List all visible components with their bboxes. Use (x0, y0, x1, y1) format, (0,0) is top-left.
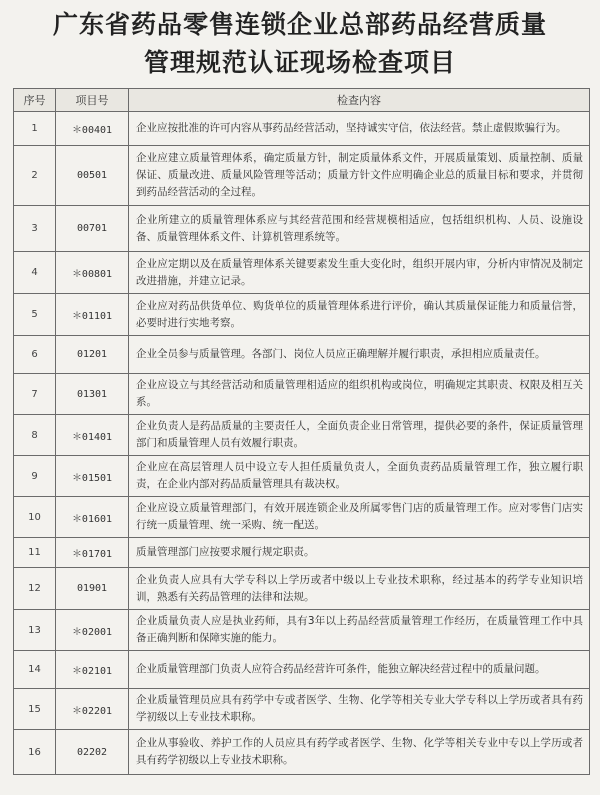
table-row (14, 568, 590, 610)
row-content: 企业应设立与其经营活动和质量管理相适应的组织机构或岗位，明确规定其职责、权限及相互关系。 (129, 374, 590, 415)
table-row (14, 206, 590, 252)
table-row (14, 146, 590, 206)
table-row (14, 689, 590, 730)
row-seq: 6 (14, 336, 56, 374)
row-seq: 12 (14, 568, 56, 610)
row-seq: 2 (14, 146, 56, 206)
row-code: 02202 (56, 730, 129, 775)
row-code: 00501 (56, 146, 129, 206)
row-content: 企业负责人应具有大学专科以上学历或者中级以上专业技术职称，经过基本的药学专业知识培训，熟悉有关药品管理的法律和法规。 (129, 568, 590, 610)
row-content: 企业应建立质量管理体系，确定质量方针，制定质量体系文件，开展质量策划、质量控制、质量保证、质量改进、质量风险管理等活动；质量方针文件应明确企业总的质量目标和要求，并贯彻到药品经营活动的全过程。 (129, 146, 590, 206)
table-row (14, 610, 590, 651)
row-code: ＊00401 (56, 112, 129, 146)
row-content: 企业应在高层管理人员中设立专人担任质量负责人，全面负责药品质量管理工作，独立履行职责，在企业内部对药品质量管理具有裁决权。 (129, 456, 590, 497)
row-content: 企业应定期以及在质量管理体系关键要素发生重大变化时，组织开展内审，分析内审情况及制定改进措施，并建立记录。 (129, 252, 590, 294)
row-seq: 14 (14, 651, 56, 689)
row-seq: 3 (14, 206, 56, 252)
row-content: 企业应按批准的许可内容从事药品经营活动，坚持诚实守信，依法经营。禁止虚假欺骗行为。 (129, 112, 590, 146)
row-seq: 4 (14, 252, 56, 294)
table-row (14, 415, 590, 456)
table-row (14, 730, 590, 775)
header-code: 项目号 (56, 89, 129, 112)
table-body (14, 112, 590, 775)
row-seq: 8 (14, 415, 56, 456)
row-code: ＊01501 (56, 456, 129, 497)
row-code: ＊01701 (56, 538, 129, 568)
row-seq: 11 (14, 538, 56, 568)
row-code: ＊00801 (56, 252, 129, 294)
row-code: ＊01101 (56, 294, 129, 336)
row-code: ＊01601 (56, 497, 129, 538)
row-code: 00701 (56, 206, 129, 252)
row-seq: 10 (14, 497, 56, 538)
row-seq: 16 (14, 730, 56, 775)
row-content: 企业应设立质量管理部门，有效开展连锁企业及所属零售门店的质量管理工作。应对零售门店实行统一质量管理、统一采购、统一配送。 (129, 497, 590, 538)
table-header-row (14, 89, 590, 112)
row-seq: 7 (14, 374, 56, 415)
title-line-2: 管理规范认证现场检查项目 (143, 48, 456, 77)
row-seq: 13 (14, 610, 56, 651)
row-content: 企业应对药品供货单位、购货单位的质量管理体系进行评价，确认其质量保证能力和质量信誉，必要时进行实地考察。 (129, 294, 590, 336)
header-content: 检查内容 (129, 89, 590, 112)
row-seq: 9 (14, 456, 56, 497)
row-code: ＊01401 (56, 415, 129, 456)
row-content: 企业全员参与质量管理。各部门、岗位人员应正确理解并履行职责，承担相应质量责任。 (129, 336, 590, 374)
row-content: 企业所建立的质量管理体系应与其经营范围和经营规模相适应，包括组织机构、人员、设施设备、质量管理体系文件、计算机管理系统等。 (129, 206, 590, 252)
row-content: 企业质量管理员应具有药学中专或者医学、生物、化学等相关专业大学专科以上学历或者具有药学初级以上专业技术职称。 (129, 689, 590, 730)
row-content: 质量管理部门应按要求履行规定职责。 (129, 538, 590, 568)
table-row (14, 456, 590, 497)
row-code: 01201 (56, 336, 129, 374)
row-content: 企业负责人是药品质量的主要责任人，全面负责企业日常管理，提供必要的条件，保证质量管理部门和质量管理人员有效履行职责。 (129, 415, 590, 456)
inspection-items-table (13, 88, 590, 775)
page-title (0, 6, 600, 82)
row-code: 01901 (56, 568, 129, 610)
row-seq: 5 (14, 294, 56, 336)
table-row (14, 374, 590, 415)
table-row (14, 112, 590, 146)
row-code: ＊02101 (56, 651, 129, 689)
row-content: 企业质量负责人应是执业药师，具有3年以上药品经营质量管理工作经历，在质量管理工作中具备正确判断和保障实施的能力。 (129, 610, 590, 651)
row-content: 企业质量管理部门负责人应符合药品经营许可条件，能独立解决经营过程中的质量问题。 (129, 651, 590, 689)
table-row (14, 294, 590, 336)
row-seq: 1 (14, 112, 56, 146)
table-row (14, 252, 590, 294)
header-seq: 序号 (14, 89, 56, 112)
table-row (14, 538, 590, 568)
row-content: 企业从事验收、养护工作的人员应具有药学或者医学、生物、化学等相关专业中专以上学历或者具有药学初级以上专业技术职称。 (129, 730, 590, 775)
title-line-1: 广东省药品零售连锁企业总部药品经营质量 (52, 10, 547, 39)
table-row (14, 651, 590, 689)
row-code: ＊02001 (56, 610, 129, 651)
table-row (14, 336, 590, 374)
row-code: ＊02201 (56, 689, 129, 730)
row-seq: 15 (14, 689, 56, 730)
row-code: 01301 (56, 374, 129, 415)
table-row (14, 497, 590, 538)
